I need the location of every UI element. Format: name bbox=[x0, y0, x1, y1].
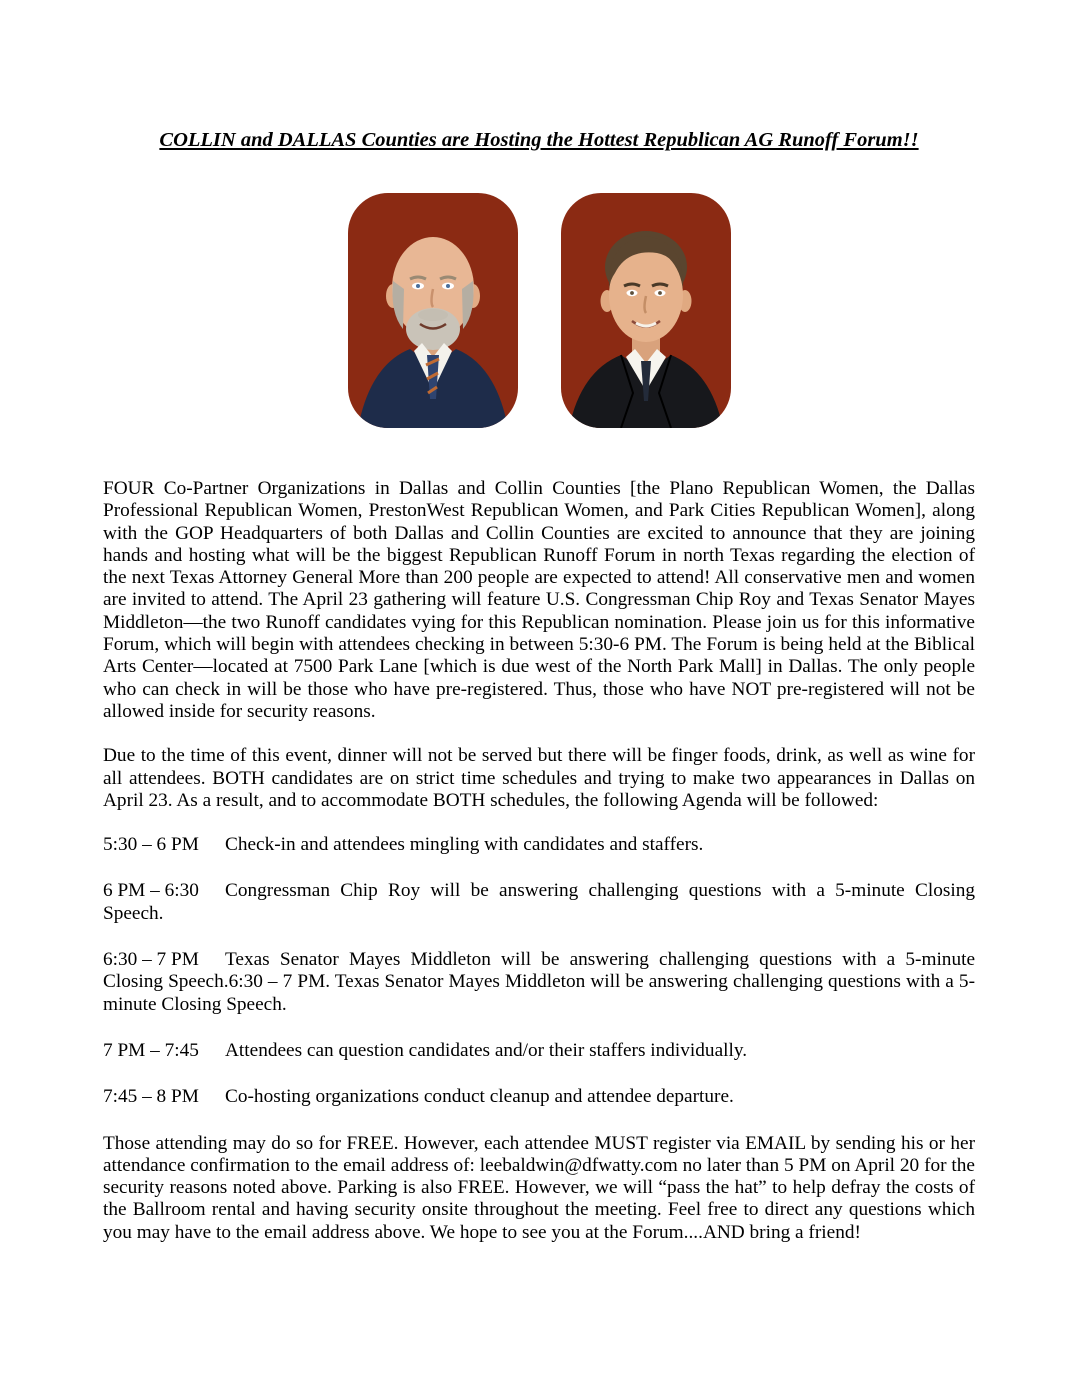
agenda-description-4: Attendees can question candidates and/or their staffers individually. bbox=[225, 1039, 748, 1061]
logistics-paragraph: Due to the time of this event, dinner will not be served but there will be finger foods, drink, as well as wine for all attendees. BOTH candidates are on strict time schedules and trying to make two appearances in Dallas on April 23. As a result, and to accommodate BOTH schedules, the following Agenda will be followed: bbox=[103, 745, 975, 811]
agenda-description-2: Congressman Chip Roy will be answering challenging questions with a 5-minute Closing Speech. bbox=[103, 880, 975, 924]
agenda-time-2: 6 PM – 6:30 bbox=[103, 880, 199, 902]
agenda-time-3: 6:30 – 7 PM bbox=[103, 949, 199, 971]
closing-paragraph: Those attending may do so for FREE. However, each attendee MUST register via EMAIL by sending his or her attendance confirmation to the email address of: leebaldwin@dfwatty.com no later than 5 PM on April 20 for the security reasons noted above. Parking is also FREE. However, we will “pass the hat” to help defray the costs of the Ballroom rental and having security onsite throughout the meeting. Feel free to direct any questions which you may have to the email address above. We hope to see you at the Forum....AND bring a friend! bbox=[103, 1132, 975, 1243]
agenda-list bbox=[103, 834, 975, 1108]
agenda-item-4 bbox=[103, 1040, 975, 1062]
agenda-time-4: 7 PM – 7:45 bbox=[103, 1039, 199, 1061]
agenda-description-3: Texas Senator Mayes Middleton will be answering challenging questions with a 5-minute Closing Speech.6:30 – 7 PM. Texas Senator Mayes Middleton will be answering challenging questions with a 5-minute Closing Speech. bbox=[103, 949, 975, 1015]
agenda-description-5: Co-hosting organizations conduct cleanup and attendee departure. bbox=[225, 1086, 734, 1108]
mayes-middleton-portrait-graphic bbox=[561, 193, 731, 428]
agenda-item-3 bbox=[103, 949, 975, 1016]
agenda-item-5 bbox=[103, 1086, 975, 1108]
mayes-middleton-photo bbox=[561, 193, 731, 428]
candidate-photos bbox=[103, 193, 975, 428]
intro-paragraph: FOUR Co-Partner Organizations in Dallas and Collin Counties [the Plano Republican Women, the Dallas Professional Republican Women, PrestonWest Republican Women, and Park Cities Republican Women], along with the GOP Headquarters of both Dallas and Collin Counties are excited to announce that they are joining hands and hosting what will be the biggest Republican Runoff Forum in north Texas regarding the election of the next Texas Attorney General More than 200 people are expected to attend! All conservative men and women are invited to attend. The April 23 gathering will feature U.S. Congressman Chip Roy and Texas Senator Mayes Middleton—the two Runoff candidates vying for this Republican nomination. Please join us for this informative Forum, which will begin with attendees checking in between 5:30-6 PM. The Forum is being held at the Biblical Arts Center—located at 7500 Park Lane [which is due west of the North Park Mall] in Dallas. The only people who can check in will be those who have pre-registered. Thus, those who have NOT pre-registered will not be allowed inside for security reasons. bbox=[103, 478, 975, 722]
chip-roy-portrait-graphic bbox=[348, 193, 518, 428]
agenda-time-1: 5:30 – 6 PM bbox=[103, 834, 199, 856]
chip-roy-photo bbox=[348, 193, 518, 428]
agenda-item-2 bbox=[103, 880, 975, 925]
agenda-item-1 bbox=[103, 834, 975, 856]
document-title: COLLIN and DALLAS Counties are Hosting the Hottest Republican AG Runoff Forum!! bbox=[159, 129, 919, 151]
agenda-time-5: 7:45 – 8 PM bbox=[103, 1086, 199, 1108]
agenda-description-1: Check-in and attendees mingling with candidates and staffers. bbox=[225, 834, 704, 856]
